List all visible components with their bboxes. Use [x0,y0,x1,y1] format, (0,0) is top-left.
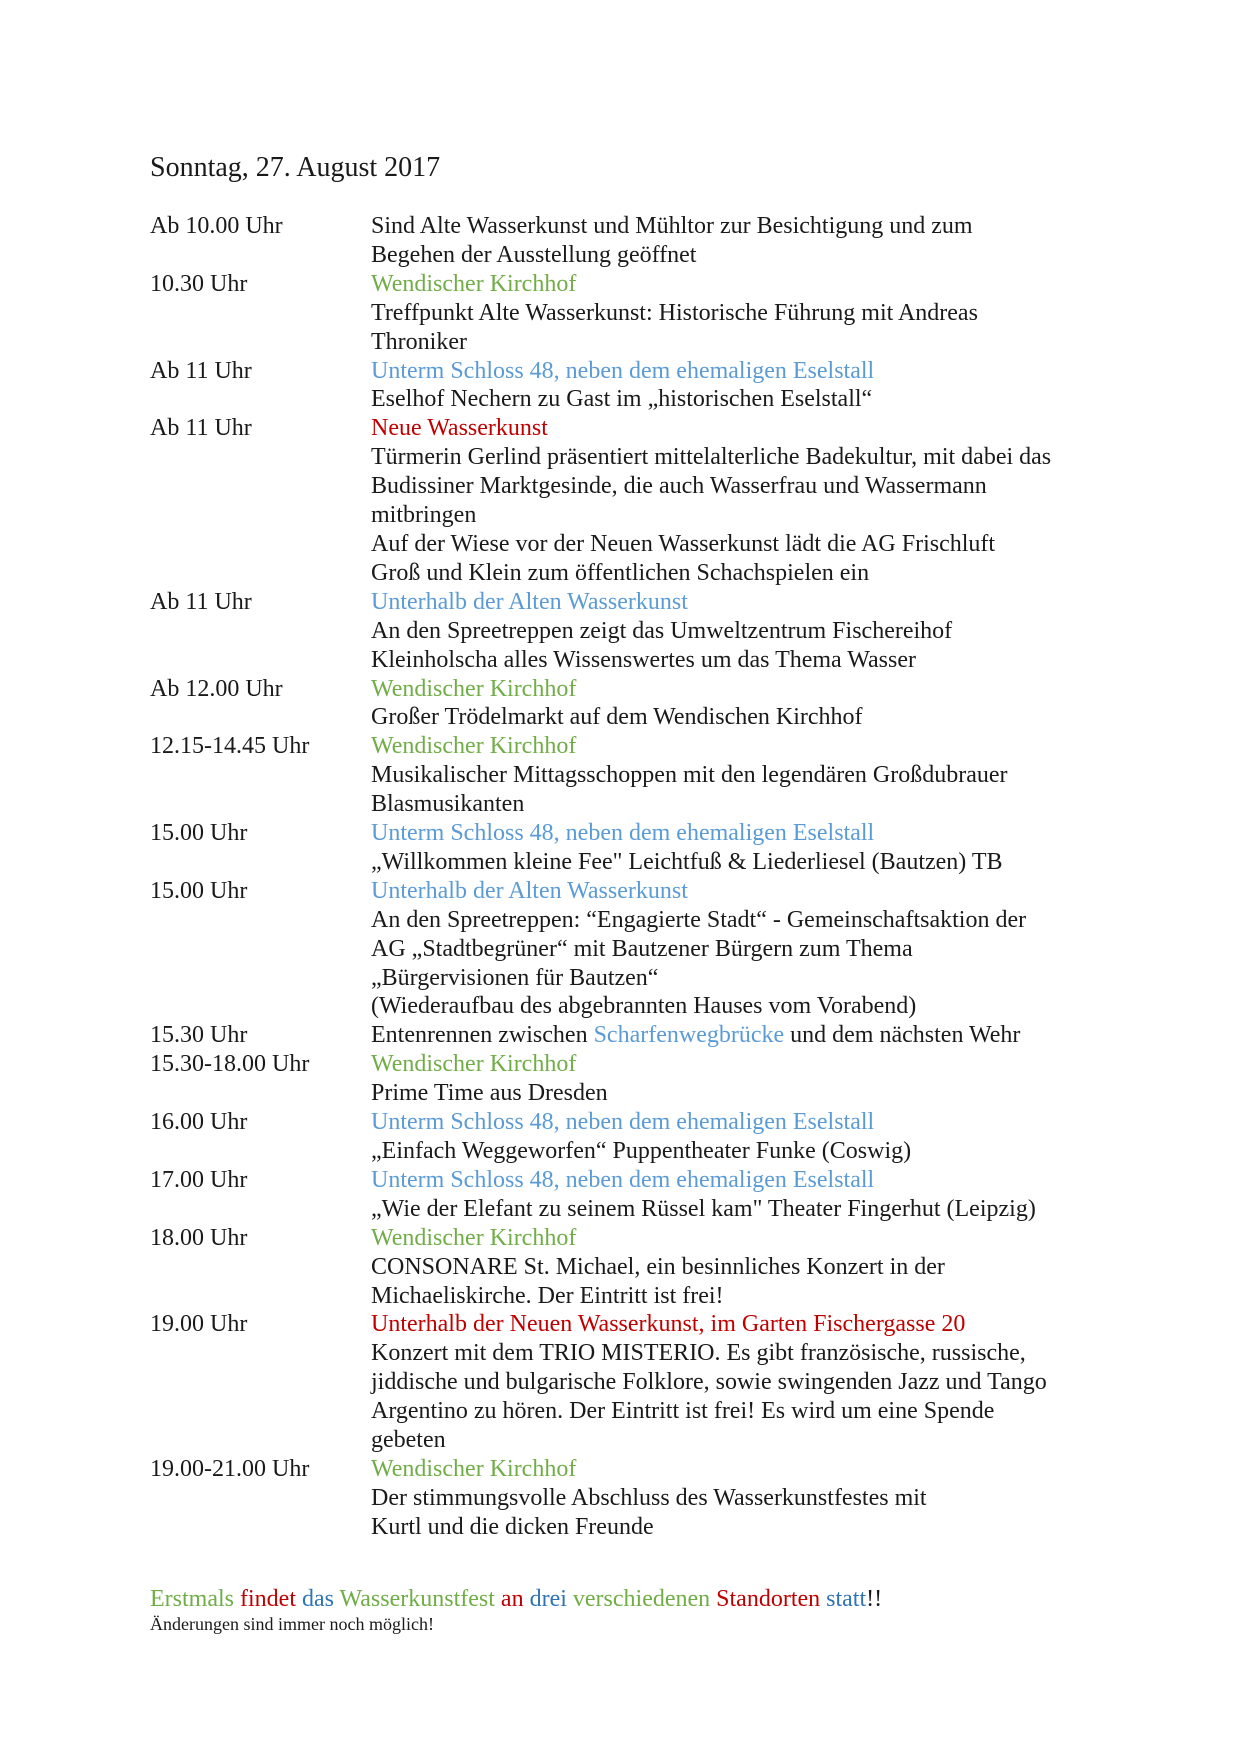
footer-word: !! [866,1586,883,1612]
entry-location: Wendischer Kirchhof [371,1455,577,1482]
entry-location: Wendischer Kirchhof [371,675,577,702]
entry-time: Ab 11 Uhr [150,357,252,384]
schedule-entry [150,819,1150,877]
entry-time: 19.00-21.00 Uhr [150,1455,310,1482]
entry-body [371,1310,1150,1455]
entry-description-line: Prime Time aus Dresden [371,1080,608,1107]
entry-body [371,819,1150,877]
schedule [150,212,1150,1542]
entry-description-line: Kurtl und die dicken Freunde [371,1513,654,1540]
entry-text: Entenrennen zwischen [371,1022,594,1049]
entry-location: Unterm Schloss 48, neben dem ehemaligen Eselstall [371,820,875,847]
footer-word: verschiedenen [572,1586,717,1612]
entry-description-line: Budissiner Marktgesinde, die auch Wasserfrau und Wassermann [371,473,987,500]
schedule-entry [150,357,1150,415]
entry-body [371,877,1150,1022]
footer-word: drei [529,1586,573,1612]
schedule-entry [150,1455,1150,1542]
entry-time: 19.00 Uhr [150,1311,248,1338]
footer-word: an [500,1586,530,1612]
entry-description-line: Großer Trödelmarkt auf dem Wendischen Kirchhof [371,704,863,731]
entry-body [371,1108,1150,1166]
entry-body [371,357,1150,415]
entry-description-line: Türmerin Gerlind präsentiert mittelalterliche Badekultur, mit dabei das [371,444,1052,471]
entry-description-line: Argentino zu hören. Der Eintritt ist frei! Es wird um eine Spende [371,1398,995,1425]
schedule-entry [150,1021,1150,1050]
entry-description-line: Kleinholscha alles Wissenswertes um das Thema Wasser [371,646,916,673]
entry-description-line: „Wie der Elefant zu seinem Rüssel kam" Theater Fingerhut (Leipzig) [371,1195,1036,1222]
entry-description-line: Throniker [371,328,467,355]
entry-description-line: „Willkommen kleine Fee" Leichtfuß & Liederliesel (Bautzen) TB [371,848,1003,875]
entry-description-line: „Einfach Weggeworfen“ Puppentheater Funke (Coswig) [371,1138,912,1164]
entry-description-line: Musikalischer Mittagsschoppen mit den legendären Großdubrauer [371,762,1008,789]
entry-location: Wendischer Kirchhof [371,733,577,760]
entry-location: Wendischer Kirchhof [371,1051,577,1078]
entry-location: Wendischer Kirchhof [371,270,577,297]
footer-note: Änderungen sind immer noch möglich! [150,1614,434,1634]
schedule-entry [150,414,1150,587]
entry-time: 16.00 Uhr [150,1109,248,1136]
entry-location: Neue Wasserkunst [371,415,548,442]
entry-time: 15.00 Uhr [150,877,248,904]
entry-location: Unterhalb der Neuen Wasserkunst, im Garten Fischergasse 20 [371,1311,966,1338]
entry-description-line: Der stimmungsvolle Abschluss des Wasserkunstfestes mit [371,1484,927,1511]
entry-time: Ab 11 Uhr [150,415,252,442]
entry-location: Wendischer Kirchhof [371,1224,577,1251]
entry-description-line: Treffpunkt Alte Wasserkunst: Historische Führung mit Andreas [371,299,978,326]
entry-body [371,212,1150,270]
entry-description-line: „Bürgervisionen für Bautzen“ [371,964,659,991]
entry-time: Ab 11 Uhr [150,588,252,615]
entry-time: 15.30-18.00 Uhr [150,1051,310,1078]
entry-time: Ab 12.00 Uhr [150,675,283,702]
entry-description-line: CONSONARE St. Michael, ein besinnliches Konzert in der [371,1253,945,1280]
entry-description-line: Blasmusikanten [371,791,525,818]
schedule-entry [150,1310,1150,1455]
entry-location: Unterm Schloss 48, neben dem ehemaligen Eselstall [371,1166,875,1193]
entry-body [371,414,1150,587]
entry-time: 15.30 Uhr [150,1022,248,1049]
schedule-entry [150,877,1150,1022]
entry-time: 12.15-14.45 Uhr [150,733,310,760]
entry-body [371,1166,1150,1224]
entry-location: Unterm Schloss 48, neben dem ehemaligen Eselstall [371,357,875,384]
schedule-entry [150,732,1150,819]
schedule-entry [150,270,1150,357]
entry-description-line: mitbringen [371,502,477,529]
entry-location: Unterm Schloss 48, neben dem ehemaligen Eselstall [371,1109,875,1136]
entry-time: 15.00 Uhr [150,820,248,847]
entry-description-line: An den Spreetreppen zeigt das Umweltzentrum Fischereihof [371,617,953,644]
entry-description-line: AG „Stadtbegrüner“ mit Bautzener Bürgern zum Thema [371,935,913,962]
entry-body [371,588,1150,675]
entry-body [371,1021,1150,1050]
entry-description-line: (Wiederaufbau des abgebrannten Hauses vom Vorabend) [371,993,917,1020]
entry-description-line: Begehen der Ausstellung geöffnet [371,241,697,268]
footer-word: findet [240,1586,302,1612]
footer-word: das [301,1586,340,1612]
entry-time: 10.30 Uhr [150,270,248,297]
footer-word: statt [826,1586,867,1612]
schedule-entry [150,1108,1150,1166]
footer-highlight [150,1584,882,1614]
entry-body [371,675,1150,733]
entry-location: Unterhalb der Alten Wasserkunst [371,877,688,904]
entry-description-line: Konzert mit dem TRIO MISTERIO. Es gibt französische, russische, [371,1340,1026,1367]
entry-description-line: gebeten [371,1427,446,1454]
entry-description-line: Groß und Klein zum öffentlichen Schachspielen ein [371,559,870,586]
footer-word: Standorten [716,1586,827,1612]
entry-time: Ab 10.00 Uhr [150,213,283,239]
entry-description-line: An den Spreetreppen: “Engagierte Stadt“ - Gemeinschaftsaktion der [371,906,1027,933]
footer-word: Erstmals [150,1586,240,1612]
entry-description-line: Eselhof Nechern zu Gast im „historischen Eselstall“ [371,386,873,413]
entry-body [371,1455,1150,1542]
entry-text: und dem nächsten Wehr [784,1022,1021,1049]
entry-time: 18.00 Uhr [150,1224,248,1251]
schedule-entry [150,675,1150,733]
schedule-entry [150,588,1150,675]
schedule-entry [150,1166,1150,1224]
entry-description-line: Michaeliskirche. Der Eintritt ist frei! [371,1282,724,1309]
schedule-entry [150,1224,1150,1311]
entry-description-line: Sind Alte Wasserkunst und Mühltor zur Besichtigung und zum [371,213,973,239]
schedule-entry [150,1050,1150,1108]
entry-body [371,1050,1150,1108]
entry-time: 17.00 Uhr [150,1166,248,1193]
entry-description-line [371,1021,1150,1050]
entry-description-line: jiddische und bulgarische Folklore, sowie swingenden Jazz und Tango [371,1369,1047,1396]
entry-location: Unterhalb der Alten Wasserkunst [371,588,688,615]
entry-body [371,1224,1150,1311]
entry-description-line: Auf der Wiese vor der Neuen Wasserkunst lädt die AG Frischluft [371,530,996,557]
entry-location-inline: Scharfenwegbrücke [593,1022,785,1049]
footer-word: Wasserkunstfest [339,1586,501,1612]
schedule-entry [150,212,1150,270]
entry-body [371,732,1150,819]
entry-body [371,270,1150,357]
page-title: Sonntag, 27. August 2017 [150,152,441,183]
